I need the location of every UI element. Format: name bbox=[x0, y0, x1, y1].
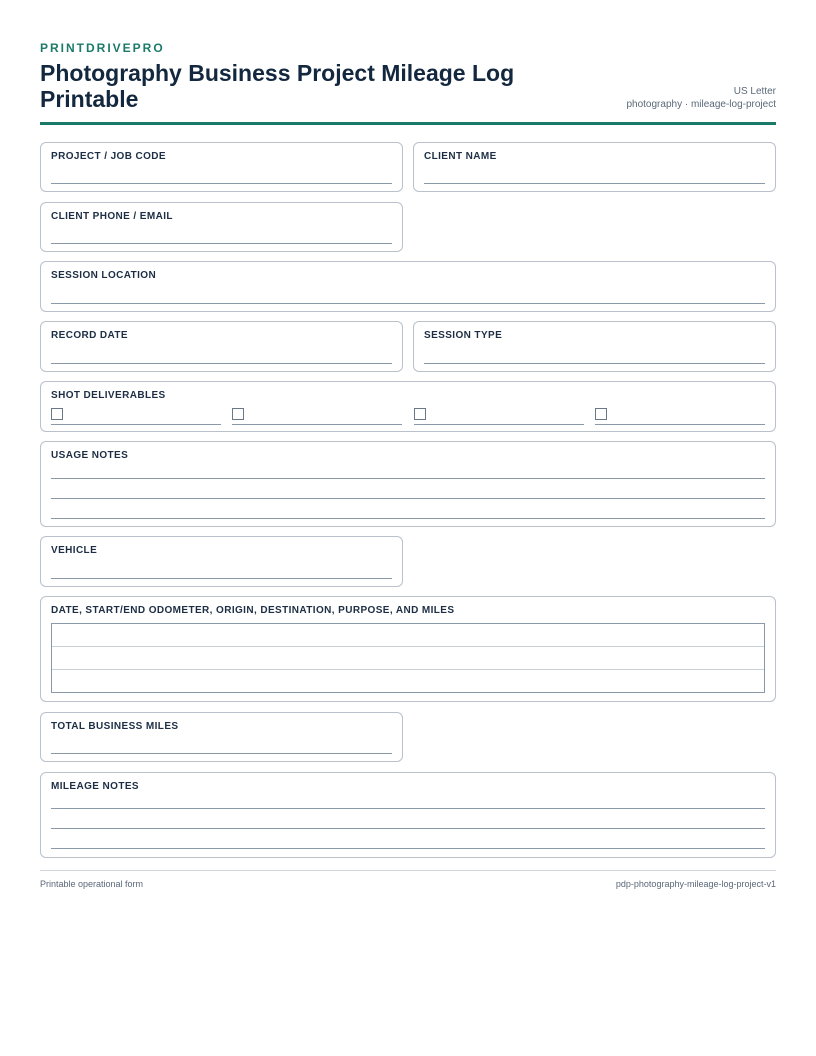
usage-notes-field bbox=[40, 441, 776, 527]
usage-notes-line-3[interactable] bbox=[51, 518, 765, 519]
deliverable-option-4[interactable] bbox=[595, 408, 765, 425]
checkbox-icon[interactable] bbox=[414, 408, 426, 420]
document-tags: photography · mileage-log-project bbox=[626, 99, 776, 110]
vehicle-input-line[interactable] bbox=[51, 578, 392, 579]
trip-log-row-3[interactable] bbox=[52, 670, 764, 693]
footer-divider bbox=[40, 870, 776, 871]
client-contact-input-line[interactable] bbox=[51, 243, 392, 244]
trip-log-row-2[interactable] bbox=[52, 647, 764, 670]
footer-form-id: pdp-photography-mileage-log-project-v1 bbox=[615, 879, 776, 889]
session-type-field bbox=[413, 321, 776, 372]
session-location-label: SESSION LOCATION bbox=[51, 270, 157, 281]
record-date-field bbox=[40, 321, 403, 372]
trip-log-row-1[interactable] bbox=[52, 624, 764, 647]
mileage-notes-line-2[interactable] bbox=[51, 828, 765, 829]
client-contact-field bbox=[40, 202, 403, 252]
total-miles-label: TOTAL BUSINESS MILES bbox=[51, 721, 179, 732]
header-divider bbox=[40, 122, 776, 125]
brand-logo-text: PRINTDRIVEPRO bbox=[40, 41, 165, 55]
shot-deliverables-field bbox=[40, 381, 776, 432]
mileage-notes-label: MILEAGE NOTES bbox=[51, 781, 139, 792]
trip-log-table bbox=[51, 623, 765, 693]
usage-notes-line-2[interactable] bbox=[51, 498, 765, 499]
vehicle-field bbox=[40, 536, 403, 587]
usage-notes-label: USAGE NOTES bbox=[51, 450, 129, 461]
mileage-notes-field bbox=[40, 772, 776, 858]
checkbox-icon[interactable] bbox=[595, 408, 607, 420]
project-code-input-line[interactable] bbox=[51, 183, 392, 184]
page-title: Photography Business Project Mileage Log Printable bbox=[40, 60, 515, 112]
total-miles-field bbox=[40, 712, 403, 762]
mileage-notes-line-3[interactable] bbox=[51, 848, 765, 849]
record-date-label: RECORD DATE bbox=[51, 330, 128, 341]
deliverable-option-2[interactable] bbox=[232, 408, 402, 425]
trip-log-label: DATE, START/END ODOMETER, ORIGIN, DESTINATION, PURPOSE, AND MILES bbox=[51, 605, 455, 616]
session-type-input-line[interactable] bbox=[424, 363, 765, 364]
footer-left-text: Printable operational form bbox=[40, 879, 144, 889]
session-location-input-line[interactable] bbox=[51, 303, 765, 304]
checkbox-icon[interactable] bbox=[51, 408, 63, 420]
client-name-label: CLIENT NAME bbox=[424, 151, 497, 162]
project-code-label: PROJECT / JOB CODE bbox=[51, 151, 166, 162]
checkbox-icon[interactable] bbox=[232, 408, 244, 420]
deliverable-option-3[interactable] bbox=[414, 408, 584, 425]
session-type-label: SESSION TYPE bbox=[424, 330, 503, 341]
client-name-field bbox=[413, 142, 776, 192]
mileage-notes-line-1[interactable] bbox=[51, 808, 765, 809]
project-code-field bbox=[40, 142, 403, 192]
document-meta bbox=[626, 85, 776, 111]
client-name-input-line[interactable] bbox=[424, 183, 765, 184]
client-contact-label: CLIENT PHONE / EMAIL bbox=[51, 211, 173, 222]
record-date-input-line[interactable] bbox=[51, 363, 392, 364]
usage-notes-line-1[interactable] bbox=[51, 478, 765, 479]
vehicle-label: VEHICLE bbox=[51, 545, 98, 556]
total-miles-input-line[interactable] bbox=[51, 753, 392, 754]
paper-size: US Letter bbox=[733, 86, 776, 97]
session-location-field bbox=[40, 261, 776, 312]
shot-deliverables-label: SHOT DELIVERABLES bbox=[51, 390, 166, 401]
deliverable-option-1[interactable] bbox=[51, 408, 221, 425]
trip-log-field bbox=[40, 596, 776, 702]
